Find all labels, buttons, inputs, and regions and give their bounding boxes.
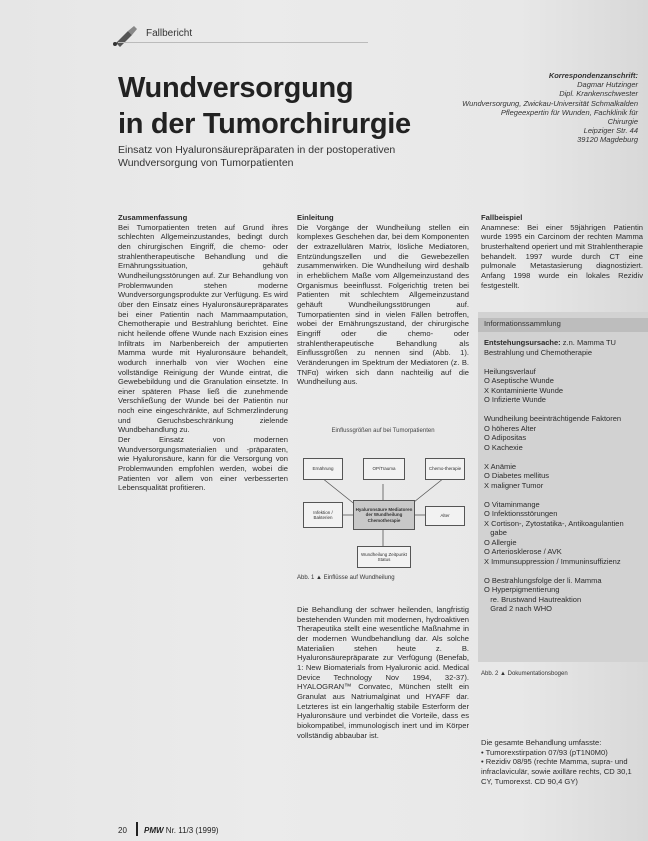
figure-box: Wundheilung Zeitpunkt Status [357, 546, 411, 568]
introduction-heading: Einleitung [297, 213, 334, 222]
treatment-text: Die Behandlung der schwer heilenden, langfristig bestehenden Wunden mit modernen, hydroaktiven Therapeutika stellt eine wesentliche Maßnahme in der modernen Wundbehandlung dar. Als solche Materialien stehen heute z. B. Hyaluronsäurepräparate zur Verfügung (Benefab, 1: New Biomaterials from Hyaluronic acid. Medical Device Technology Nov 1994, 32-37). HYALOGRAN™ Convatec, München stellt ein Granulat aus Natriumalginat und HYAFF dar. Letzteres ist ein langerhaltig stabile Esterform der Hyaluronsäure und verbindet die Vorteile, dass es biokompatibel, immunologisch inert und im Körper vollständig abbaubar ist. [297, 605, 469, 740]
factors-heading: Wundheilung beeinträchtigende Faktoren [484, 414, 622, 423]
documentation-box-caption: Abb. 2 ▲ Dokumentationsbogen [481, 671, 568, 677]
correspondence-line: Dipl. Krankenschwester [559, 89, 638, 99]
correspondence-line: Dagmar Hutzinger [577, 80, 638, 90]
article-subtitle: Einsatz von Hyaluronsäurepräparaten in der postoperativen Wundversorgung von Tumorpatienten [118, 144, 396, 169]
factor-item: O Arteriosklerose / AVK [484, 547, 562, 556]
figure-title: Einflussgrößen auf bei Tumorpatienten [331, 428, 435, 434]
factor-item: X Cortison-, Zytostatika-, Antikoagulantien [484, 518, 624, 528]
healing-item: O Aseptische Wunde [484, 376, 554, 385]
summary-text-2: Der Einsatz von modernen Wundversorgungsmaterialien und -präparaten, wie Hyaluronsäure, kann für die Versorgung von Problemwunden empfohlen werden, wobei die Patienten vor allem von einer verbesserten Lebensqualität profitieren. [118, 435, 288, 493]
summary-column [118, 213, 288, 493]
factor-item: gabe [484, 528, 507, 537]
title-line-2: in der Tumorchirurgie [118, 108, 411, 140]
documentation-box-body [484, 338, 644, 614]
treatment-list-item: • Rezidiv 08/95 (rechte Mamma, supra- und infraclaviculär, sowie axilläre rechts, CD 30,1 CY, Tumorexst. CD 90,4 GY) [481, 757, 632, 786]
summary-text: Bei Tumorpatienten treten auf Grund ihres schlechten Allgemeinzustandes, bedingt durch den chirurgischen Eingriff, die chemo- oder strahlentherapeutische Behandlung und die Ernährungssituation, gehäuft Wundheilungsstörungen auf. Zur Behandlung von Problemwunden stehen moderne Wundversorgungsprodukte zur Verfügung. Es wird über den Einsatz eines Hyaluronsäurepräparates bei einer Patientin nach Mammaamputation, Chemotherapie und Bestrahlung berichtet. Eine nicht heilende offene Wunde nach Exzision eines Infiltrats im Narbenbereich der amputierten Mamma wurde mit Hyaluronsäure behandelt, wodurch innerhalb von vier Wochen eine vollständige Reinigung der Wunde eintrat, die Gewebebildung und die Granulation einsetzte. In einer späteren Phase ließ die zunehmende Verschließung der Wunde bei der Patientin nur noch eine eingeschränkte, auf Schmerzlinderung und Geruchsbeschränkung zielende Wundbehandlung zu. [118, 222, 288, 435]
page-number: 20 [118, 826, 127, 835]
factor-item: O Bestrahlungsfolge der li. Mamma [484, 575, 602, 585]
factor-item: X Immunsuppression / Immuninsuffizienz [484, 556, 621, 566]
factor-item: O Adipositas [484, 433, 527, 442]
journal-reference [144, 826, 219, 835]
section-divider [118, 42, 368, 43]
factor-item: O Allergie [484, 537, 517, 547]
documentation-box-header [478, 318, 648, 332]
correspondence-line: Wundversorgung, Zwickau-Universität Schmalkalden [462, 98, 638, 108]
cause-label: Entstehungsursache: [484, 338, 561, 347]
treatment-list-intro: Die gesamte Behandlung umfasste: [481, 738, 602, 747]
title-line-1: Wundversorgung [118, 72, 354, 104]
treatment-list-item: • Tumorexstirpation 07/93 (pT1N0M0) [481, 747, 608, 757]
healing-item: O Infizierte Wunde [484, 395, 546, 404]
factor-item: re. Brustwand Hautreaktion [484, 594, 582, 604]
factor-item: X Anämie [484, 461, 517, 471]
article-title [118, 70, 411, 142]
correspondence-line: Leipziger Str. 44 [583, 126, 638, 136]
case-heading: Fallbeispiel [481, 213, 523, 222]
figure-box: OP/Trauma [363, 458, 405, 480]
correspondence-line: Pflegeexpertin für Wunden, Fachklinik für [500, 107, 638, 117]
figure-box: Chemo-therapie [425, 458, 465, 480]
cause-row [484, 338, 644, 357]
treatment-list-column [481, 738, 643, 786]
documentation-box-title: Informationssammlung [484, 319, 561, 328]
figure-diagram [297, 428, 469, 578]
factor-item: O Vitaminmange [484, 499, 540, 509]
cause-text: z.n. Mamma TU Bestrahlung und Chemotherapie [484, 338, 616, 357]
correspondence-line: Chirurgie [607, 117, 638, 127]
factor-item: O Kachexie [484, 442, 523, 452]
correspondence-block [448, 71, 638, 145]
factor-item: O Infektionsstörungen [484, 509, 558, 518]
factor-item: O Diabetes mellitus [484, 471, 550, 480]
case-text: Anamnese: Bei einer 59jährigen Patientin wurde 1995 ein Carcinom der rechten Mamma brusterhaltend operiert und mit Strahlentherapie behandelt. 1997 wurde durch CT eine pulmonale Metastasierung diagnostiziert. Anfang 1998 wurde ein lokales Rezidiv festgestellt. [481, 222, 643, 290]
treatment-column [297, 605, 469, 740]
healing-item: X Kontaminierte Wunde [484, 385, 564, 395]
footer-divider [136, 822, 138, 836]
documentation-box [478, 312, 648, 662]
case-column [481, 213, 643, 290]
section-label: Fallbericht [146, 28, 193, 39]
journal-name: PMW [144, 826, 164, 835]
introduction-text: Die Vorgänge der Wundheilung stellen ein komplexes Geschehen dar, bei dem Komponenten der extrazellulären Matrix, lösliche Mediatoren, Entzündungszellen und die Gewebezellen zusammenwirken. Die Wundheilung wird deshalb in erheblichem Maße vom Allgemeinzustand des Organismus beeinflusst. Folgerichtig treten bei Patienten mit schlechtem Allgemeinzustand gehäuft Wundheilungsstörungen auf. Tumorpatienten sind in vielen Fällen betroffen, wobei der Ernährungszustand, der chirurgische Eingriff oder die chemo- oder strahlentherapeutische Behandlung als Einflussgrößen zu nennen sind (Abb. 1). Veränderungen im Spektrum der Mediatoren (z. B. TNFα) wirken sich dann nachteilig auf die Wundheilung aus. [297, 222, 469, 387]
figure-box: Infektion / Bakterien [303, 502, 343, 528]
figure-box-center: Hyaluronsäure Mediatoren der Wundheilung Chemotherapie [353, 500, 415, 530]
summary-heading: Zusammenfassung [118, 213, 188, 222]
factor-item: X maligner Tumor [484, 480, 544, 490]
healing-heading: Heilungsverlauf [484, 366, 536, 376]
figure-box: Ernährung [303, 458, 343, 480]
figure-box: Alter [425, 506, 465, 526]
factor-item: O Hyperpigmentierung [484, 585, 560, 594]
journal-issue: Nr. 11/3 (1999) [163, 826, 219, 835]
correspondence-heading: Korrespondenzanschrift: [548, 71, 638, 80]
factor-item: Grad 2 nach WHO [484, 604, 552, 613]
introduction-column [297, 213, 469, 387]
pen-nib-icon [112, 25, 138, 47]
factor-item: O höheres Alter [484, 423, 537, 433]
correspondence-line: 39120 Magdeburg [577, 135, 638, 145]
figure-caption: Abb. 1 ▲ Einflüsse auf Wundheilung [297, 575, 395, 581]
